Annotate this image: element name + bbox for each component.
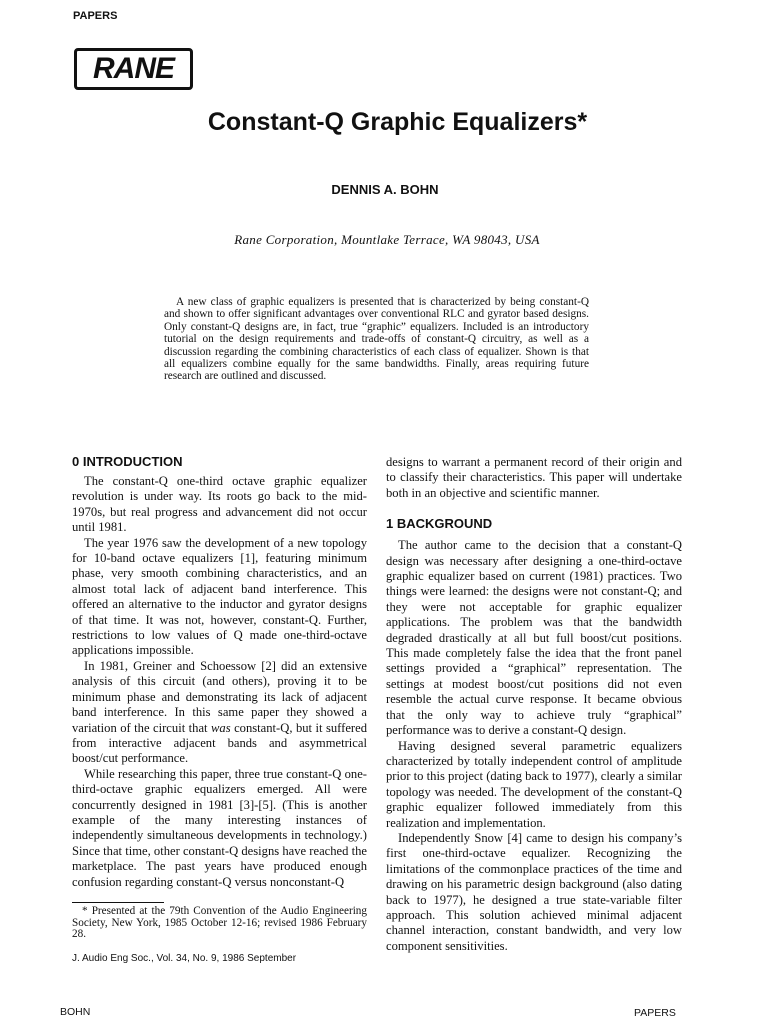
rane-logo [74,48,193,90]
abstract: A new class of graphic equalizers is presented that is characterized by being constant-Q and shown to offer significant advantages over conventional RLC and gyrator based designs. Only constant-Q designs are, in fact, true “graphic” equalizers. Included is an introductory tutorial on the design requirements and trade-offs of constant-Q circuitry, as well as a discussion regarding the combining characteristics of each class of equalizer. Shown is that all equalizers combine equally for the same bandwidths. Finally, areas requiring future research are outlined and discussed. [164,296,589,383]
intro-p3-text-a: In 1981, Greiner and Schoessow [2] did an extensive analysis of this circuit (and others), proving it to be minimum phase and demonstrating its lack of adjacent band interference. In this same paper they showed a variation of the circuit that [72,658,367,735]
intro-paragraph-1: The constant-Q one-third octave graphic equalizer revolution is under way. Its roots go back to the mid-1970s, but real progress and advancement did not occur until 1981. [72,474,367,535]
footnote-rule [72,902,164,903]
intro-paragraph-2: The year 1976 saw the development of a new topology for 10-band octave equalizers [1], featuring minimum phase, very smooth combining characteristics, and an almost total lack of adjacent band interference. This offered an alternative to the inductor and gyrator designs of that time. It was not, however, constant-Q. Further, restrictions to low values of Q made one-third-octave applications impossible. [72,535,367,658]
section-label: PAPERS [73,10,118,22]
journal-citation: J. Audio Eng Soc., Vol. 34, No. 9, 1986 September [72,953,297,964]
intro-paragraph-4-continued: designs to warrant a permanent record of their origin and to classify their characteristics. This paper will undertake both in an objective and scientific manner. [386,455,682,500]
footnote: * Presented at the 79th Convention of the Audio Engineering Society, New York, 1985 October 12-16; revised 1986 February 28. [72,905,367,940]
section-heading-background: 1 BACKGROUND [386,516,493,532]
background-paragraph-1: The author came to the decision that a constant-Q design was necessary after designing a one-third-octave graphic equalizer based on current (1981) practices. Two things were learned: the designs were not constant-Q; and they were not acceptable for graphic equalizer applications. The problem was that the bandwidth degraded drastically at all but full boost/cut positions. This made completely false the idea that the front panel settings provided a “graphical” representation. The settings at modest boost/cut positions did not even resemble the actual curve response. It became obvious that the only way to achieve truly “graphical” performance was to derive a constant-Q design. [386,538,682,738]
intro-p3-text-b: constant-Q, but it suffered from interactive adjacent bands and asymmetrical boost/cut performance. [72,720,368,766]
intro-p3-emphasis: was [211,720,231,735]
background-paragraph-3: Independently Snow [4] came to design his company’s first one-third-octave equalizer. Recognizing the limitations of the commonplace practices of the time and drawing on his parametric design background (also dating back to 1977), he designed a true state-variable filter approach. This solution achieved minimal adjacent channel interaction, constant bandwidth, and very low component sensitivities. [386,830,682,953]
intro-paragraph-4: While researching this paper, three true constant-Q one-third-octave graphic equalizers emerged. All were concurrently designed in 1981 [3]-[5]. (This is another example of the many interesting instances of independently simultaneous developments in technology.) Since that time, other constant-Q designs have reached the marketplace. The past years have produced enough confusion regarding constant-Q versus nonconstant-Q [72,766,367,889]
section-heading-introduction: 0 INTRODUCTION [72,454,183,469]
footer-section: PAPERS [634,1007,676,1019]
background-paragraph-2: Having designed several parametric equalizers characterized by totally independent control of amplitude prior to this project (dating back to 1977), clearly a similar topology was needed. The development of the constant-Q graphic equalizer followed immediately from this realization and implementation. [386,738,682,830]
logo-text: RANE [92,52,174,85]
footer-author: BOHN [60,1006,91,1018]
right-column [386,455,682,954]
author-affiliation: Rane Corporation, Mountlake Terrace, WA 98043, USA [234,232,540,247]
left-column [72,453,367,890]
intro-paragraph-3 [72,659,367,767]
paper-title: Constant-Q Graphic Equalizers* [207,108,588,136]
author-name: DENNIS A. BOHN [331,182,439,197]
